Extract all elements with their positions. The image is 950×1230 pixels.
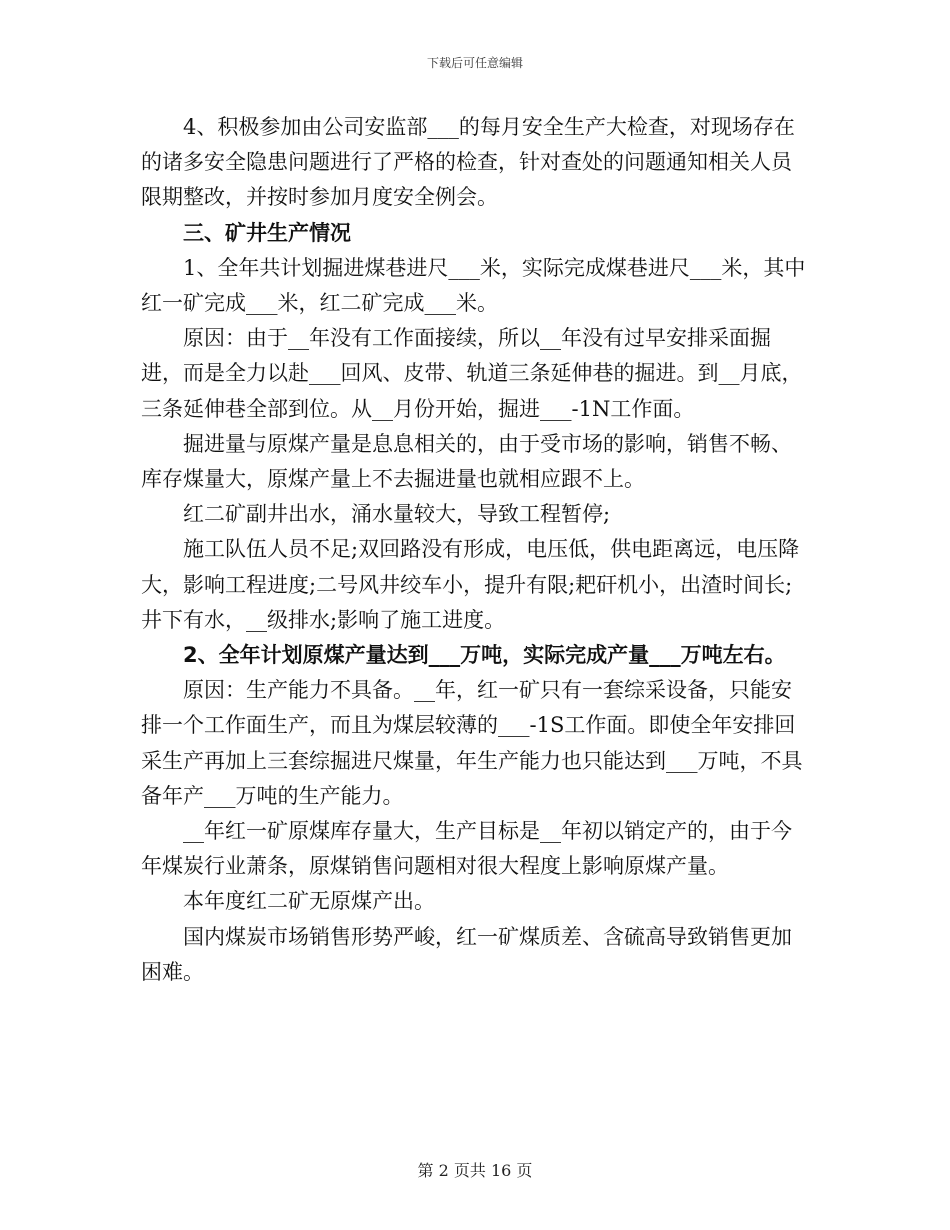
paragraph-water-inflow: 红二矿副井出水，涌水量较大，导致工程暂停; — [183, 502, 611, 527]
paragraph-safety-inspection: 4、积极参加由公司安监部___的每月安全生产大检查，对现场存在的诸多安全隐患问题进行了严格的检查，针对查处的问题通知相关人员限期整改，并按时参加月度安全例会。 — [141, 115, 795, 210]
paragraph-no-output: 本年度红二矿无原煤产出。 — [183, 889, 435, 914]
paragraph-tunneling-plan: 1、全年共计划掘进煤巷进尺___米，实际完成煤巷进尺___米，其中红一矿完成___米，红二矿完成___米。 — [141, 255, 806, 316]
paragraph-tunneling-relation: 掘进量与原煤产量是息息相关的，由于受市场的影响，销售不畅、库存煤量大，原煤产量上不去掘进量也就相应跟不上。 — [141, 431, 792, 492]
paragraph-output-reason: 原因：生产能力不具备。__年，红一矿只有一套综采设备，只能安排一个工作面生产，而且为煤层较薄的___-1S工作面。即使全年安排回采生产再加上三套综掘进尺煤量，年生产能力也只能达到___万吨，不具备年产___万吨的生产能力。 — [141, 678, 803, 808]
paragraph-output-plan: 2、全年计划原煤产量达到___万吨，实际完成产量___万吨左右。 — [183, 643, 786, 668]
paragraph-market-situation: 国内煤炭市场销售形势严峻，红一矿煤质差、含硫高导致销售更加困难。 — [141, 924, 792, 984]
page-footer: 第 2 页共 16 页 — [417, 1161, 533, 1180]
paragraph-construction-issues: 施工队伍人员不足;双回路没有形成，电压低，供电距离远，电压降大，影响工程进度;二号风井绞车小，提升有限;耙矸机小，出渣时间长;井下有水，__级排水;影响了施工进度。 — [141, 537, 800, 632]
paragraph-tunneling-reason: 原因：由于__年没有工作面接续，所以__年没有过早安排采面掘进，而是全力以赴___回风、皮带、轨道三条延伸巷的掘进。到__月底，三条延伸巷全部到位。从__月份开始，掘进___-1N工作面。 — [141, 326, 803, 421]
paragraph-inventory: __年红一矿原煤库存量大，生产目标是__年初以销定产的，由于今年煤炭行业萧条，原煤销售问题相对很大程度上影响原煤产量。 — [141, 819, 792, 879]
section-heading-mine-production: 三、矿井生产情况 — [183, 220, 351, 245]
page-header: 下载后可任意编辑 — [426, 56, 523, 70]
document-body — [141, 110, 811, 990]
